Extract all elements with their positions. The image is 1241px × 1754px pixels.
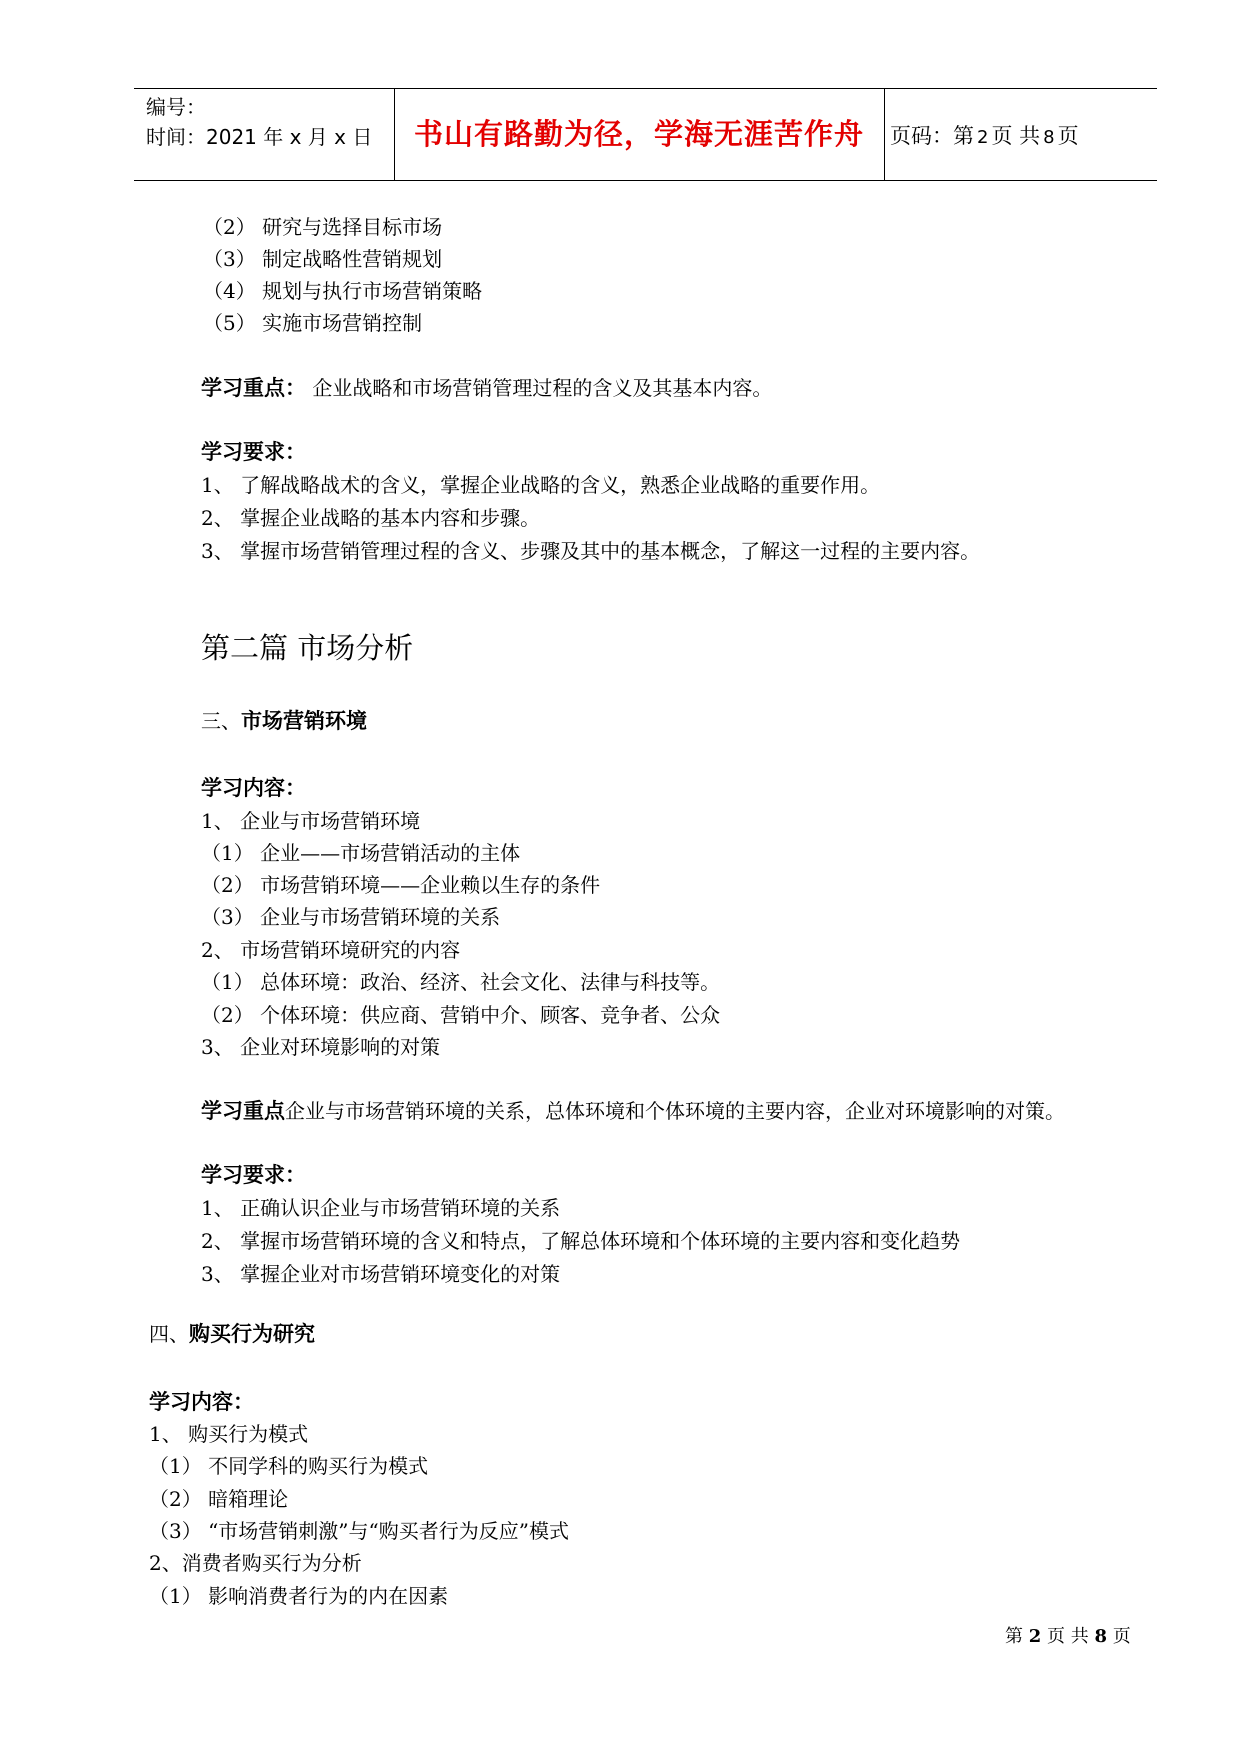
time-label: 时间：2021 年 x 月 x 日 — [146, 125, 373, 149]
list-item: 1、 企业与市场营销环境 — [201, 809, 421, 833]
chapter-number: 三、 — [201, 709, 241, 733]
list-item: 1、 了解战略战术的含义，掌握企业战略的含义，熟悉企业战略的重要作用。 — [201, 473, 881, 497]
page-footer — [1005, 1622, 1131, 1648]
list-item: 3、 掌握市场营销管理过程的含义、步骤及其中的基本概念，了解这一过程的主要内容。 — [201, 539, 981, 563]
page-header — [134, 88, 1157, 181]
chapter-heading — [201, 708, 367, 734]
list-item: （1） 企业——市场营销活动的主体 — [201, 841, 521, 865]
list-item: 2、 掌握市场营销环境的含义和特点，了解总体环境和个体环境的主要内容和变化趋势 — [201, 1229, 961, 1253]
list-item: 2、 市场营销环境研究的内容 — [201, 938, 461, 962]
requirements-label: 学习要求： — [201, 440, 306, 464]
footer-prefix: 第 — [1005, 1626, 1023, 1647]
key-points — [201, 1098, 1065, 1124]
list-item: 2、消费者购买行为分析 — [149, 1551, 362, 1575]
list-item: （5） 实施市场营销控制 — [203, 311, 423, 335]
chapter-title: 购买行为研究 — [189, 1322, 315, 1346]
page-mid: 页 共 — [991, 124, 1041, 148]
list-item: （1） 不同学科的购买行为模式 — [149, 1454, 429, 1478]
header-divider-2 — [884, 88, 885, 181]
list-item: （2） 暗箱理论 — [149, 1487, 289, 1511]
header-bottom-rule — [134, 180, 1157, 181]
key-points-label: 学习重点： — [201, 376, 306, 400]
requirements-label: 学习要求： — [201, 1163, 306, 1187]
header-top-rule — [134, 88, 1157, 89]
content-label: 学习内容： — [149, 1390, 254, 1414]
list-item: （1） 总体环境：政治、经济、社会文化、法律与科技等。 — [201, 970, 721, 994]
chapter-number: 四、 — [149, 1322, 189, 1346]
list-item: （3） “市场营销刺激”与“购买者行为反应”模式 — [149, 1519, 569, 1543]
list-item: 1、 购买行为模式 — [149, 1422, 309, 1446]
page-num: 2 — [977, 127, 989, 148]
footer-total: 8 — [1094, 1626, 1107, 1647]
list-item: 3、 掌握企业对市场营销环境变化的对策 — [201, 1262, 561, 1286]
header-motto: 书山有路勤为径，学海无涯苦作舟 — [413, 117, 864, 151]
page-total: 8 — [1043, 127, 1055, 148]
list-item: （4） 规划与执行市场营销策略 — [203, 279, 483, 303]
list-item: （2） 研究与选择目标市场 — [203, 215, 443, 239]
header-page-number — [890, 120, 1079, 150]
key-points-label: 学习重点 — [201, 1099, 285, 1123]
footer-page: 2 — [1028, 1626, 1042, 1647]
list-item: （1） 影响消费者行为的内在因素 — [149, 1584, 449, 1608]
footer-suffix: 页 — [1112, 1626, 1131, 1647]
chapter-heading — [149, 1321, 315, 1347]
page-suffix: 页 — [1057, 124, 1079, 148]
list-item: 1、 正确认识企业与市场营销环境的关系 — [201, 1196, 561, 1220]
page-prefix: 页码：第 — [890, 124, 974, 148]
key-points-text: 企业与市场营销环境的关系，总体环境和个体环境的主要内容，企业对环境影响的对策。 — [285, 1099, 1065, 1123]
list-item: （3） 制定战略性营销规划 — [203, 247, 443, 271]
chapter-title: 市场营销环境 — [241, 709, 367, 733]
key-points — [201, 375, 772, 401]
header-meta — [146, 92, 372, 152]
footer-mid: 页 共 — [1047, 1626, 1089, 1647]
key-points-text: 企业战略和市场营销管理过程的含义及其基本内容。 — [306, 376, 773, 400]
list-item: （3） 企业与市场营销环境的关系 — [201, 905, 501, 929]
list-item: （2） 市场营销环境——企业赖以生存的条件 — [201, 873, 601, 897]
list-item: （2） 个体环境：供应商、营销中介、顾客、竞争者、公众 — [201, 1003, 721, 1027]
number-label: 编号： — [146, 95, 206, 119]
list-item: 2、 掌握企业战略的基本内容和步骤。 — [201, 506, 541, 530]
content-label: 学习内容： — [201, 776, 306, 800]
part-title: 第二篇 市场分析 — [201, 631, 414, 665]
list-item: 3、 企业对环境影响的对策 — [201, 1035, 441, 1059]
